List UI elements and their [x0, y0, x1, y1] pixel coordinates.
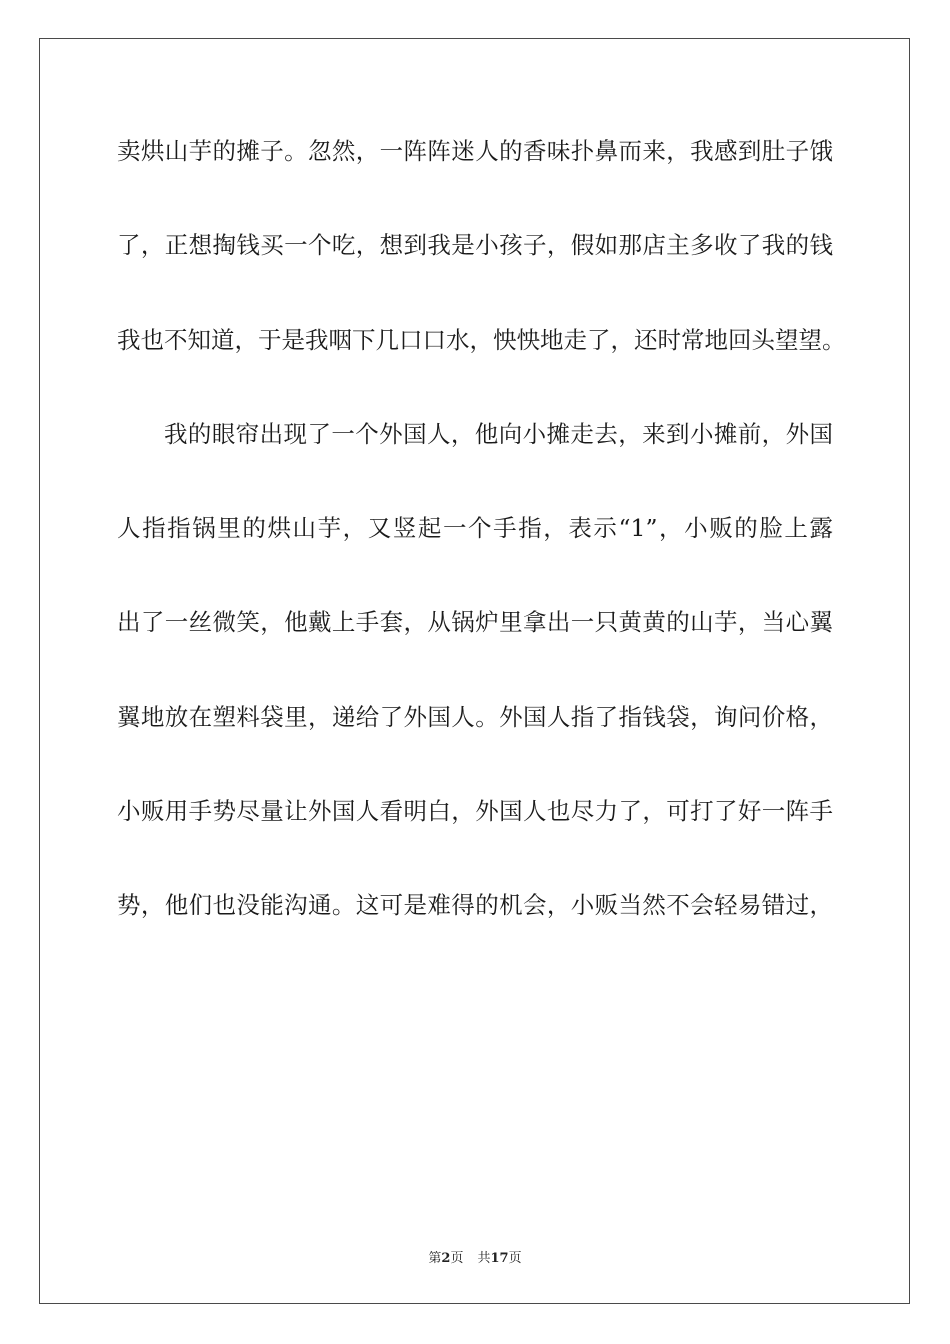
text-line: 人指指锅里的烘山芋，又竖起一个手指，表示“1”，小贩的脸上露 — [117, 514, 833, 543]
text-line: 了，正想掏钱买一个吃，想到我是小孩子，假如那店主多收了我的钱 — [117, 231, 833, 260]
text-line: 小贩用手势尽量让外国人看明白，外国人也尽力了，可打了好一阵手 — [117, 797, 833, 826]
page-footer — [0, 1247, 950, 1266]
text-line: 我也不知道，于是我咽下几口口水，怏怏地走了，还时常地回头望望。 — [117, 325, 846, 354]
page-number: 2 — [441, 1251, 451, 1266]
text-line: 翼地放在塑料袋里，递给了外国人。外国人指了指钱袋，询问价格， — [117, 702, 833, 731]
document-body — [117, 127, 846, 976]
text-line: 势，他们也没能沟通。这可是难得的机会，小贩当然不会轻易错过， — [117, 891, 833, 920]
page-suffix: 页 — [450, 1251, 464, 1266]
text-line-paragraph-start: 我的眼帘出现了一个外国人，他向小摊走去，来到小摊前，外国 — [164, 419, 833, 448]
text-line: 卖烘山芋的摊子。忽然，一阵阵迷人的香味扑鼻而来，我感到肚子饿 — [117, 137, 833, 165]
text-line: 出了一丝微笑，他戴上手套，从锅炉里拿出一只黄黄的山芋，当心翼 — [117, 608, 833, 637]
total-prefix: 共 — [477, 1251, 491, 1266]
total-pages: 17 — [490, 1251, 509, 1266]
page-prefix: 第 — [428, 1251, 442, 1266]
total-suffix: 页 — [508, 1251, 522, 1266]
